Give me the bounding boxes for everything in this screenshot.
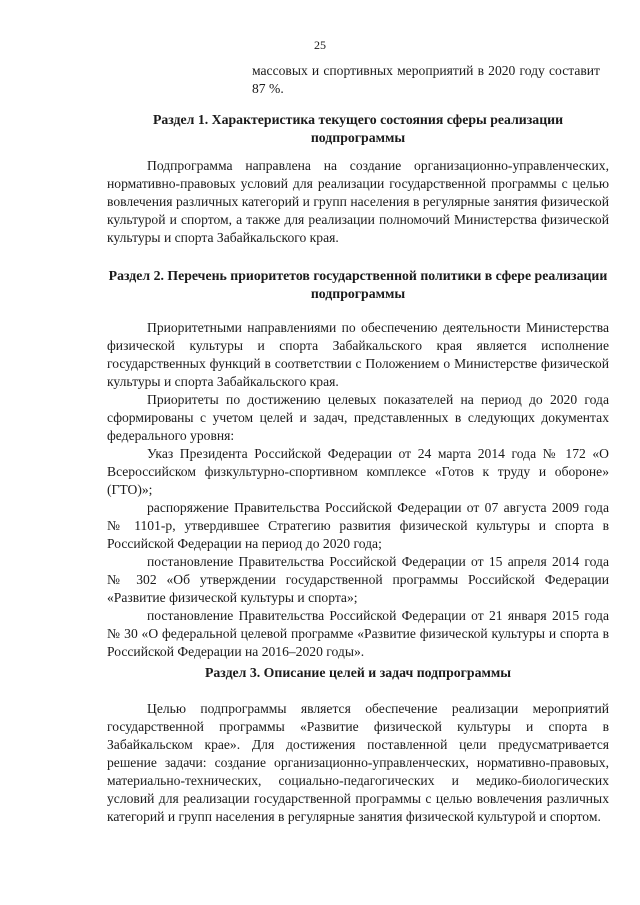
- paragraph: распоряжение Правительства Российской Федерации от 07 августа 2009 года № 1101-р, утвердившее Стратегию развития физической культуры и спорта в Российской Федерации на период до 2020 года;: [107, 500, 609, 551]
- paragraph: Приоритетными направлениями по обеспечению деятельности Министерства физической культуры и спорта Забайкальского края является исполнение государственных функций в соответствии с Положением о Министерстве физической культуры и спорта Забайкальского края.: [107, 320, 609, 389]
- paragraph: Подпрограмма направлена на создание организационно-управленческих, нормативно-правовых условий для реализации государственной программы с целью вовлечения различных категорий и групп населения в регулярные занятия физической культурой и спортом, а также для реализации полномочий Министерства физической культуры и спорта Забайкальского края.: [107, 158, 609, 245]
- section-3-body: [107, 700, 609, 826]
- section-1-heading: Раздел 1. Характеристика текущего состояния сферы реализации подпрограммы: [152, 112, 564, 145]
- section-2-heading: Раздел 2. Перечень приоритетов государственной политики в сфере реализации подпрограммы: [108, 268, 608, 301]
- paragraph: постановление Правительства Российской Федерации от 15 апреля 2014 года № 302 «Об утверждении государственной программы Российской Федерации «Развитие физической культуры и спорта»;: [107, 554, 609, 605]
- page-number: 25: [314, 38, 326, 52]
- section-3-heading: Раздел 3. Описание целей и задач подпрограммы: [204, 665, 512, 680]
- section-1-body: [107, 157, 609, 247]
- paragraph: Целью подпрограммы является обеспечение реализации мероприятий государственной программы «Развитие физической культуры и спорта в Забайкальском крае». Для достижения поставленной цели предусматривается решение задачи: создание организационно-управленческих, нормативно-правовых, материально-технических, социально-педагогических и медико-биологических условий для реализации государственной программы с целью вовлечения различных категорий и групп населения в регулярные занятия физической культурой и спортом.: [107, 701, 609, 824]
- paragraph: постановление Правительства Российской Федерации от 21 января 2015 года № 30 «О федеральной целевой программе «Развитие физической культуры и спорта в Российской Федерации на 2016–2020 годы».: [107, 608, 609, 659]
- continuation-text: массовых и спортивных мероприятий в 2020 году составит 87 %.: [252, 63, 600, 96]
- continuation-block: [252, 62, 600, 98]
- paragraph: Указ Президента Российской Федерации от 24 марта 2014 года № 172 «О Всероссийском физкультурно-спортивном комплексе «Готов к труду и обороне» (ГТО)»;: [107, 446, 609, 497]
- paragraph: Приоритеты по достижению целевых показателей на период до 2020 года сформированы с учетом целей и задач, представленных в следующих документах федерального уровня:: [107, 392, 609, 443]
- section-2-body: [107, 319, 609, 661]
